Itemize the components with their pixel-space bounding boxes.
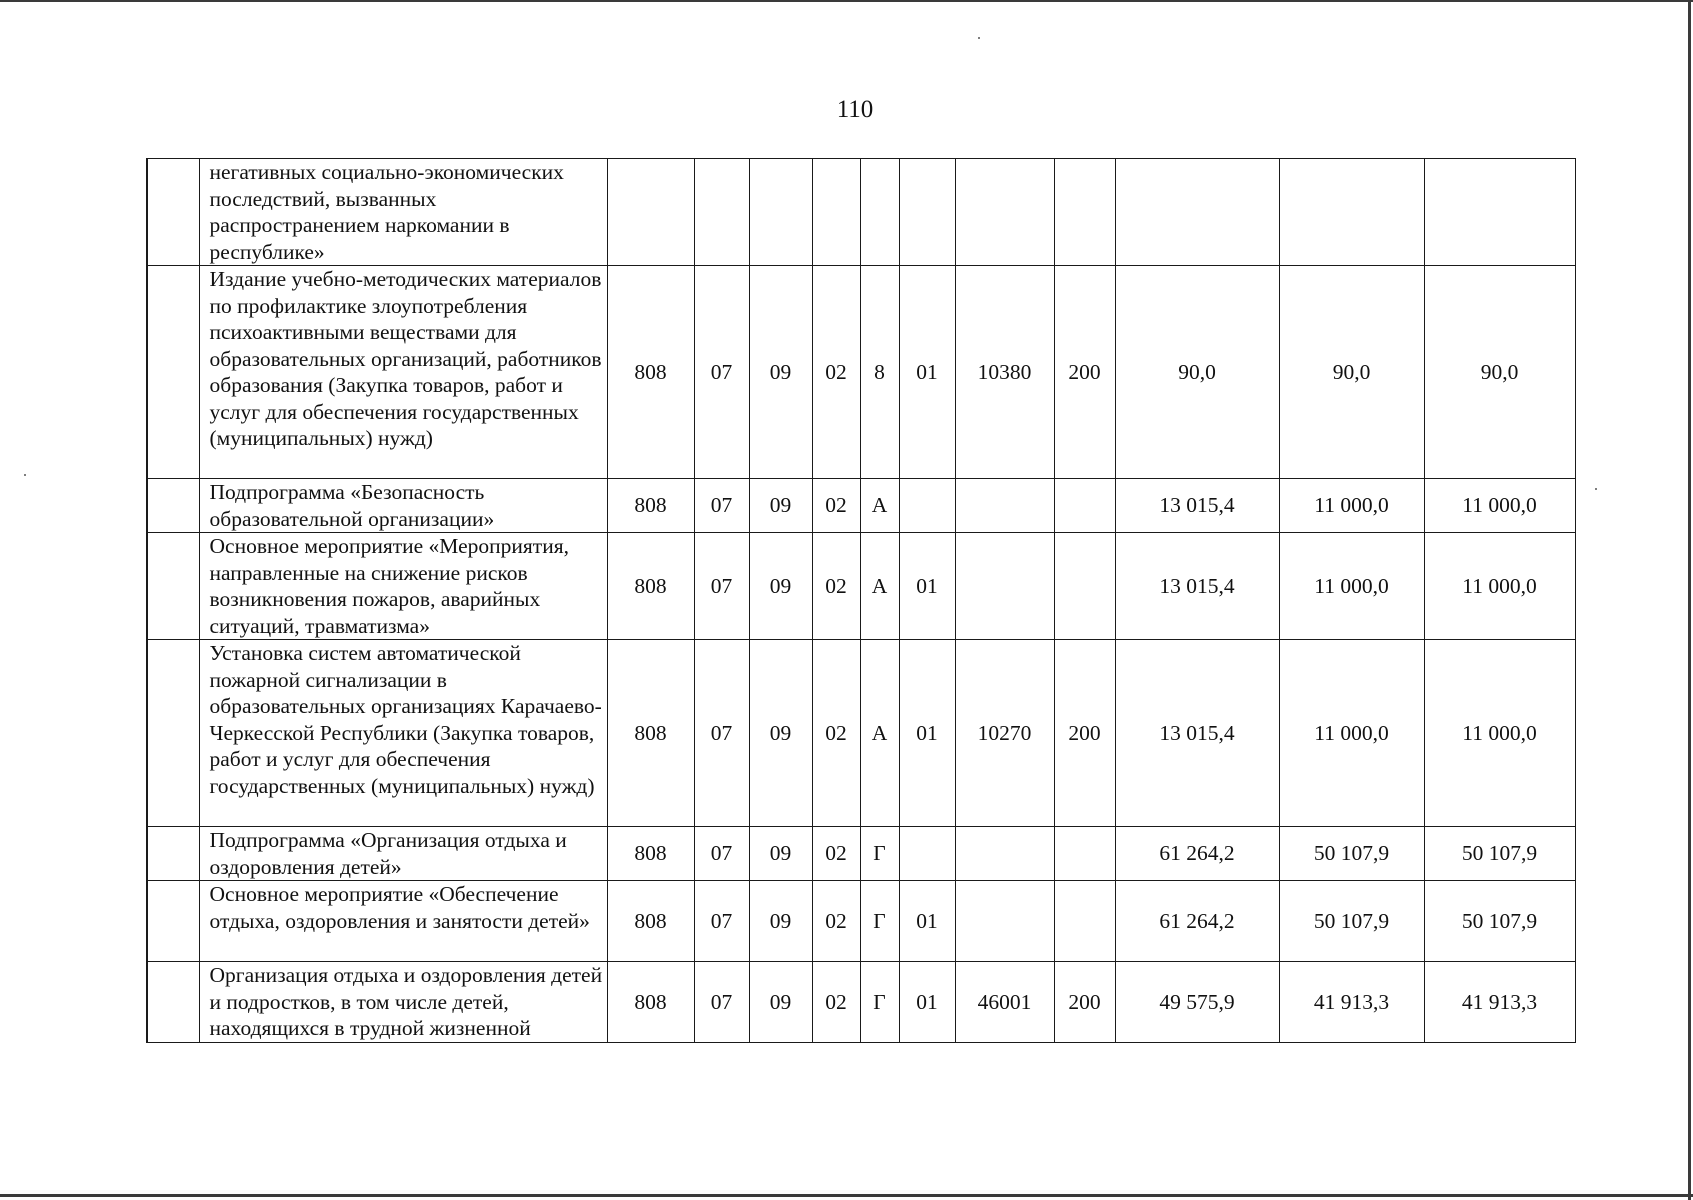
- rz-cell: 07: [694, 827, 749, 881]
- item-name-cell: Основное мероприятие «Мероприятия, направленные на снижение рисков возникновения пожаров, аварийных ситуаций, травматизма»: [199, 533, 607, 640]
- pr-cell: 09: [749, 266, 812, 479]
- amount-2-cell: 41 913,3: [1279, 962, 1424, 1043]
- table-row: [147, 881, 1575, 962]
- cs-program-cell: 02: [812, 266, 860, 479]
- amount-3-cell: 11 000,0: [1424, 640, 1575, 827]
- amount-1-cell: 13 015,4: [1115, 640, 1279, 827]
- cs-direction-cell: 10270: [955, 640, 1054, 827]
- rz-cell: 07: [694, 479, 749, 533]
- amount-2-cell: 11 000,0: [1279, 479, 1424, 533]
- cs-subprogram-cell: [860, 159, 899, 266]
- row-number-cell: [147, 881, 199, 962]
- cs-subprogram-cell: А: [860, 533, 899, 640]
- amount-3-cell: 50 107,9: [1424, 881, 1575, 962]
- page-number: 110: [836, 96, 874, 123]
- amount-2-cell: 50 107,9: [1279, 827, 1424, 881]
- cs-event-cell: [899, 159, 955, 266]
- item-name-cell: Организация отдыха и оздоровления детей и подростков, в том числе детей, находящихся в трудной жизненной: [199, 962, 607, 1043]
- gr-cell: 808: [607, 266, 694, 479]
- cs-direction-cell: 46001: [955, 962, 1054, 1043]
- item-name-cell: Подпрограмма «Безопасность образовательной организации»: [199, 479, 607, 533]
- amount-1-cell: 61 264,2: [1115, 881, 1279, 962]
- pr-cell: 09: [749, 962, 812, 1043]
- cs-subprogram-cell: А: [860, 479, 899, 533]
- rz-cell: 07: [694, 962, 749, 1043]
- rz-cell: 07: [694, 533, 749, 640]
- item-name-cell: Установка систем автоматической пожарной сигнализации в образовательных организациях Карачаево-Черкесской Республики (Закупка товаров, работ и услуг для обеспечения государственных (муниципальных) нужд): [199, 640, 607, 827]
- gr-cell: 808: [607, 479, 694, 533]
- pr-cell: 09: [749, 640, 812, 827]
- row-number-cell: [147, 962, 199, 1043]
- amount-1-cell: 13 015,4: [1115, 533, 1279, 640]
- rz-cell: [694, 159, 749, 266]
- cs-program-cell: 02: [812, 640, 860, 827]
- table-row: [147, 266, 1575, 479]
- table-row: [147, 962, 1575, 1043]
- row-number-cell: [147, 159, 199, 266]
- item-name-cell: негативных социально-экономических последствий, вызванных распространением наркомании в республике»: [199, 159, 607, 266]
- cs-program-cell: 02: [812, 533, 860, 640]
- cs-subprogram-cell: 8: [860, 266, 899, 479]
- scan-edge-bottom: [0, 1194, 1693, 1197]
- table-row: [147, 479, 1575, 533]
- cs-program-cell: 02: [812, 962, 860, 1043]
- cs-program-cell: 02: [812, 479, 860, 533]
- amount-2-cell: 90,0: [1279, 266, 1424, 479]
- pr-cell: [749, 159, 812, 266]
- rz-cell: 07: [694, 881, 749, 962]
- cs-event-cell: 01: [899, 962, 955, 1043]
- pr-cell: 09: [749, 881, 812, 962]
- scan-edge-right: [1688, 0, 1691, 1200]
- amount-3-cell: 90,0: [1424, 266, 1575, 479]
- scan-speck: [1595, 488, 1597, 490]
- vr-cell: [1054, 881, 1115, 962]
- cs-program-cell: [812, 159, 860, 266]
- gr-cell: 808: [607, 881, 694, 962]
- table-row: [147, 640, 1575, 827]
- vr-cell: [1054, 479, 1115, 533]
- cs-event-cell: 01: [899, 533, 955, 640]
- cs-event-cell: [899, 479, 955, 533]
- amount-1-cell: [1115, 159, 1279, 266]
- amount-2-cell: 11 000,0: [1279, 640, 1424, 827]
- cs-subprogram-cell: Г: [860, 881, 899, 962]
- table-row: [147, 533, 1575, 640]
- row-number-cell: [147, 533, 199, 640]
- cs-program-cell: 02: [812, 827, 860, 881]
- budget-table: [146, 158, 1576, 1043]
- vr-cell: 200: [1054, 266, 1115, 479]
- cs-direction-cell: [955, 827, 1054, 881]
- amount-1-cell: 49 575,9: [1115, 962, 1279, 1043]
- gr-cell: 808: [607, 640, 694, 827]
- cs-direction-cell: [955, 881, 1054, 962]
- vr-cell: 200: [1054, 640, 1115, 827]
- cs-event-cell: 01: [899, 640, 955, 827]
- gr-cell: 808: [607, 962, 694, 1043]
- item-name-cell: Подпрограмма «Организация отдыха и оздоровления детей»: [199, 827, 607, 881]
- amount-3-cell: 11 000,0: [1424, 479, 1575, 533]
- pr-cell: 09: [749, 479, 812, 533]
- pr-cell: 09: [749, 827, 812, 881]
- rz-cell: 07: [694, 640, 749, 827]
- amount-1-cell: 90,0: [1115, 266, 1279, 479]
- cs-direction-cell: [955, 159, 1054, 266]
- vr-cell: [1054, 827, 1115, 881]
- row-number-cell: [147, 266, 199, 479]
- cs-subprogram-cell: Г: [860, 962, 899, 1043]
- table-row: [147, 159, 1575, 266]
- amount-3-cell: 11 000,0: [1424, 533, 1575, 640]
- gr-cell: [607, 159, 694, 266]
- rz-cell: 07: [694, 266, 749, 479]
- vr-cell: [1054, 159, 1115, 266]
- amount-2-cell: 50 107,9: [1279, 881, 1424, 962]
- row-number-cell: [147, 827, 199, 881]
- scan-speck: [978, 37, 980, 39]
- item-name-cell: Основное мероприятие «Обеспечение отдыха, оздоровления и занятости детей»: [199, 881, 607, 962]
- pr-cell: 09: [749, 533, 812, 640]
- cs-program-cell: 02: [812, 881, 860, 962]
- gr-cell: 808: [607, 827, 694, 881]
- cs-direction-cell: 10380: [955, 266, 1054, 479]
- table-row: [147, 827, 1575, 881]
- cs-subprogram-cell: Г: [860, 827, 899, 881]
- vr-cell: 200: [1054, 962, 1115, 1043]
- cs-event-cell: 01: [899, 266, 955, 479]
- vr-cell: [1054, 533, 1115, 640]
- amount-1-cell: 61 264,2: [1115, 827, 1279, 881]
- cs-direction-cell: [955, 533, 1054, 640]
- amount-3-cell: 41 913,3: [1424, 962, 1575, 1043]
- cs-event-cell: 01: [899, 881, 955, 962]
- gr-cell: 808: [607, 533, 694, 640]
- amount-3-cell: [1424, 159, 1575, 266]
- amount-1-cell: 13 015,4: [1115, 479, 1279, 533]
- row-number-cell: [147, 479, 199, 533]
- cs-event-cell: [899, 827, 955, 881]
- amount-2-cell: [1279, 159, 1424, 266]
- amount-3-cell: 50 107,9: [1424, 827, 1575, 881]
- item-name-cell: Издание учебно-методических материалов по профилактике злоупотребления психоактивными веществами для образовательных организаций, работников образования (Закупка товаров, работ и услуг для обеспечения государственных (муниципальных) нужд): [199, 266, 607, 479]
- row-number-cell: [147, 640, 199, 827]
- amount-2-cell: 11 000,0: [1279, 533, 1424, 640]
- scan-edge-top: [0, 0, 1693, 2]
- cs-direction-cell: [955, 479, 1054, 533]
- scan-speck: [24, 474, 26, 476]
- cs-subprogram-cell: А: [860, 640, 899, 827]
